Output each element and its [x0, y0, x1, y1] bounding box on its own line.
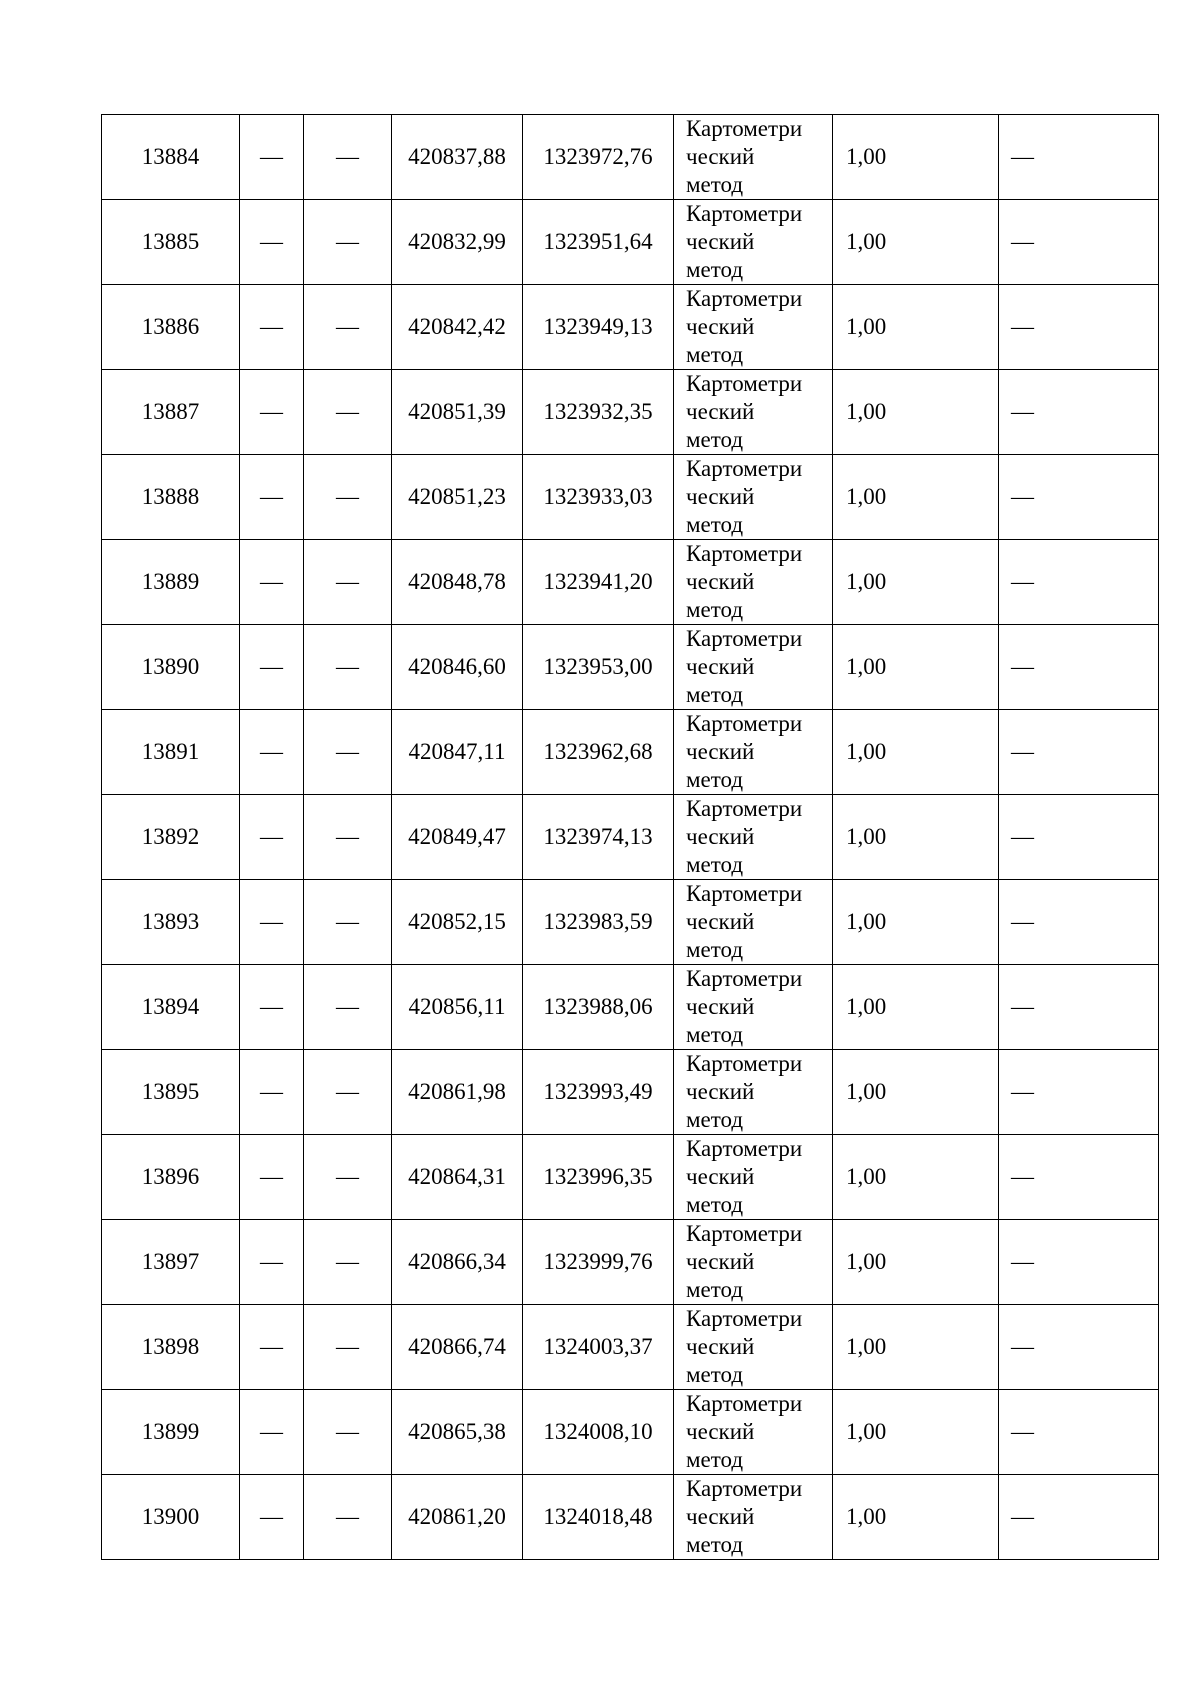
method-line: метод: [686, 937, 744, 962]
method-line: ческий: [686, 1164, 755, 1189]
method-line: метод: [686, 597, 744, 622]
dash-cell: —: [999, 1305, 1159, 1390]
x-coordinate-cell: 420837,88: [392, 115, 523, 200]
dash-cell: —: [304, 965, 392, 1050]
point-number-cell: 13884: [102, 115, 240, 200]
x-coordinate-cell: 420848,78: [392, 540, 523, 625]
accuracy-cell: 1,00: [833, 200, 999, 285]
table-row: [102, 880, 1159, 965]
table-row: [102, 1135, 1159, 1220]
dash-cell: —: [999, 965, 1159, 1050]
x-coordinate-cell: 420866,74: [392, 1305, 523, 1390]
method-line: метод: [686, 1532, 744, 1557]
method-line: ческий: [686, 144, 755, 169]
method-line: ческий: [686, 909, 755, 934]
y-coordinate-cell: 1324008,10: [523, 1390, 674, 1475]
x-coordinate-cell: 420861,98: [392, 1050, 523, 1135]
method-cell: [674, 285, 833, 370]
method-line: метод: [686, 1107, 744, 1132]
y-coordinate-cell: 1323972,76: [523, 115, 674, 200]
x-coordinate-cell: 420847,11: [392, 710, 523, 795]
method-line: ческий: [686, 654, 755, 679]
method-line: Картометри: [686, 371, 803, 396]
method-line: ческий: [686, 229, 755, 254]
method-line: метод: [686, 1022, 744, 1047]
dash-cell: —: [304, 200, 392, 285]
method-line: ческий: [686, 484, 755, 509]
method-cell: [674, 880, 833, 965]
table-row: [102, 540, 1159, 625]
point-number-cell: 13892: [102, 795, 240, 880]
method-line: Картометри: [686, 1476, 803, 1501]
method-cell: [674, 710, 833, 795]
method-cell: [674, 1305, 833, 1390]
x-coordinate-cell: 420865,38: [392, 1390, 523, 1475]
accuracy-cell: 1,00: [833, 1135, 999, 1220]
method-line: метод: [686, 767, 744, 792]
y-coordinate-cell: 1324003,37: [523, 1305, 674, 1390]
dash-cell: —: [304, 370, 392, 455]
method-cell: [674, 370, 833, 455]
table-row: [102, 115, 1159, 200]
point-number-cell: 13886: [102, 285, 240, 370]
point-number-cell: 13893: [102, 880, 240, 965]
dash-cell: —: [304, 285, 392, 370]
accuracy-cell: 1,00: [833, 1220, 999, 1305]
y-coordinate-cell: 1323951,64: [523, 200, 674, 285]
method-line: Картометри: [686, 1221, 803, 1246]
dash-cell: —: [240, 1135, 304, 1220]
dash-cell: —: [240, 285, 304, 370]
method-line: Картометри: [686, 881, 803, 906]
method-line: метод: [686, 1277, 744, 1302]
dash-cell: —: [304, 795, 392, 880]
x-coordinate-cell: 420861,20: [392, 1475, 523, 1560]
method-line: ческий: [686, 1079, 755, 1104]
method-line: ческий: [686, 1504, 755, 1529]
point-number-cell: 13887: [102, 370, 240, 455]
dash-cell: —: [240, 200, 304, 285]
dash-cell: —: [999, 370, 1159, 455]
method-line: метод: [686, 342, 744, 367]
dash-cell: —: [304, 1475, 392, 1560]
accuracy-cell: 1,00: [833, 455, 999, 540]
table-row: [102, 200, 1159, 285]
method-line: ческий: [686, 994, 755, 1019]
method-cell: [674, 115, 833, 200]
dash-cell: —: [999, 795, 1159, 880]
method-line: ческий: [686, 399, 755, 424]
table-row: [102, 625, 1159, 710]
method-cell: [674, 540, 833, 625]
dash-cell: —: [304, 1305, 392, 1390]
method-line: Картометри: [686, 541, 803, 566]
dash-cell: —: [999, 1220, 1159, 1305]
dash-cell: —: [999, 1475, 1159, 1560]
dash-cell: —: [999, 1135, 1159, 1220]
method-line: ческий: [686, 1334, 755, 1359]
method-line: Картометри: [686, 1136, 803, 1161]
table-row: [102, 370, 1159, 455]
accuracy-cell: 1,00: [833, 710, 999, 795]
dash-cell: —: [999, 710, 1159, 795]
dash-cell: —: [304, 1220, 392, 1305]
dash-cell: —: [304, 1050, 392, 1135]
method-line: ческий: [686, 739, 755, 764]
table-row: [102, 1305, 1159, 1390]
x-coordinate-cell: 420866,34: [392, 1220, 523, 1305]
point-number-cell: 13896: [102, 1135, 240, 1220]
method-line: Картометри: [686, 626, 803, 651]
method-line: ческий: [686, 314, 755, 339]
dash-cell: —: [999, 455, 1159, 540]
table-row: [102, 1220, 1159, 1305]
method-cell: [674, 965, 833, 1050]
table-row: [102, 455, 1159, 540]
method-line: Картометри: [686, 1306, 803, 1331]
point-number-cell: 13885: [102, 200, 240, 285]
method-cell: [674, 625, 833, 710]
method-cell: [674, 1220, 833, 1305]
method-line: ческий: [686, 569, 755, 594]
method-line: Картометри: [686, 966, 803, 991]
accuracy-cell: 1,00: [833, 880, 999, 965]
table-row: [102, 285, 1159, 370]
dash-cell: —: [240, 370, 304, 455]
y-coordinate-cell: 1323933,03: [523, 455, 674, 540]
accuracy-cell: 1,00: [833, 370, 999, 455]
method-line: Картометри: [686, 116, 803, 141]
accuracy-cell: 1,00: [833, 1390, 999, 1475]
y-coordinate-cell: 1323949,13: [523, 285, 674, 370]
method-line: метод: [686, 1192, 744, 1217]
x-coordinate-cell: 420851,23: [392, 455, 523, 540]
x-coordinate-cell: 420832,99: [392, 200, 523, 285]
accuracy-cell: 1,00: [833, 795, 999, 880]
table-row: [102, 1475, 1159, 1560]
dash-cell: —: [304, 625, 392, 710]
method-cell: [674, 795, 833, 880]
dash-cell: —: [304, 455, 392, 540]
dash-cell: —: [999, 285, 1159, 370]
dash-cell: —: [999, 625, 1159, 710]
method-line: Картометри: [686, 201, 803, 226]
method-line: метод: [686, 257, 744, 282]
table-row: [102, 1050, 1159, 1135]
dash-cell: —: [304, 540, 392, 625]
dash-cell: —: [999, 200, 1159, 285]
dash-cell: —: [240, 540, 304, 625]
dash-cell: —: [999, 115, 1159, 200]
point-number-cell: 13897: [102, 1220, 240, 1305]
accuracy-cell: 1,00: [833, 1050, 999, 1135]
point-number-cell: 13891: [102, 710, 240, 795]
dash-cell: —: [304, 880, 392, 965]
point-number-cell: 13900: [102, 1475, 240, 1560]
x-coordinate-cell: 420864,31: [392, 1135, 523, 1220]
accuracy-cell: 1,00: [833, 965, 999, 1050]
dash-cell: —: [240, 1305, 304, 1390]
y-coordinate-cell: 1323988,06: [523, 965, 674, 1050]
dash-cell: —: [240, 1050, 304, 1135]
accuracy-cell: 1,00: [833, 1305, 999, 1390]
dash-cell: —: [304, 710, 392, 795]
dash-cell: —: [304, 1390, 392, 1475]
x-coordinate-cell: 420851,39: [392, 370, 523, 455]
y-coordinate-cell: 1323962,68: [523, 710, 674, 795]
dash-cell: —: [999, 880, 1159, 965]
accuracy-cell: 1,00: [833, 285, 999, 370]
dash-cell: —: [240, 1475, 304, 1560]
coordinates-table: [101, 114, 1159, 1560]
dash-cell: —: [999, 1050, 1159, 1135]
point-number-cell: 13890: [102, 625, 240, 710]
method-line: метод: [686, 427, 744, 452]
y-coordinate-cell: 1323999,76: [523, 1220, 674, 1305]
y-coordinate-cell: 1323974,13: [523, 795, 674, 880]
method-line: ческий: [686, 824, 755, 849]
method-cell: [674, 1135, 833, 1220]
x-coordinate-cell: 420852,15: [392, 880, 523, 965]
method-line: ческий: [686, 1249, 755, 1274]
y-coordinate-cell: 1323996,35: [523, 1135, 674, 1220]
point-number-cell: 13894: [102, 965, 240, 1050]
method-cell: [674, 1475, 833, 1560]
point-number-cell: 13888: [102, 455, 240, 540]
method-line: Картометри: [686, 1391, 803, 1416]
y-coordinate-cell: 1323941,20: [523, 540, 674, 625]
y-coordinate-cell: 1324018,48: [523, 1475, 674, 1560]
table-row: [102, 965, 1159, 1050]
x-coordinate-cell: 420849,47: [392, 795, 523, 880]
y-coordinate-cell: 1323932,35: [523, 370, 674, 455]
method-line: ческий: [686, 1419, 755, 1444]
accuracy-cell: 1,00: [833, 1475, 999, 1560]
method-line: метод: [686, 512, 744, 537]
method-line: метод: [686, 172, 744, 197]
dash-cell: —: [999, 540, 1159, 625]
dash-cell: —: [240, 455, 304, 540]
y-coordinate-cell: 1323953,00: [523, 625, 674, 710]
x-coordinate-cell: 420846,60: [392, 625, 523, 710]
method-line: Картометри: [686, 711, 803, 736]
method-line: Картометри: [686, 796, 803, 821]
table-row: [102, 710, 1159, 795]
method-line: метод: [686, 1362, 744, 1387]
x-coordinate-cell: 420842,42: [392, 285, 523, 370]
y-coordinate-cell: 1323993,49: [523, 1050, 674, 1135]
method-line: Картометри: [686, 456, 803, 481]
table-row: [102, 1390, 1159, 1475]
dash-cell: —: [999, 1390, 1159, 1475]
accuracy-cell: 1,00: [833, 625, 999, 710]
table-row: [102, 795, 1159, 880]
dash-cell: —: [240, 1390, 304, 1475]
dash-cell: —: [240, 115, 304, 200]
method-line: Картометри: [686, 1051, 803, 1076]
point-number-cell: 13899: [102, 1390, 240, 1475]
method-cell: [674, 1390, 833, 1475]
dash-cell: —: [304, 115, 392, 200]
point-number-cell: 13895: [102, 1050, 240, 1135]
point-number-cell: 13898: [102, 1305, 240, 1390]
dash-cell: —: [240, 880, 304, 965]
method-cell: [674, 200, 833, 285]
table-body: [102, 115, 1159, 1560]
y-coordinate-cell: 1323983,59: [523, 880, 674, 965]
method-line: метод: [686, 1447, 744, 1472]
accuracy-cell: 1,00: [833, 115, 999, 200]
dash-cell: —: [240, 625, 304, 710]
dash-cell: —: [240, 795, 304, 880]
method-line: Картометри: [686, 286, 803, 311]
method-cell: [674, 455, 833, 540]
accuracy-cell: 1,00: [833, 540, 999, 625]
point-number-cell: 13889: [102, 540, 240, 625]
dash-cell: —: [304, 1135, 392, 1220]
dash-cell: —: [240, 965, 304, 1050]
dash-cell: —: [240, 1220, 304, 1305]
x-coordinate-cell: 420856,11: [392, 965, 523, 1050]
method-line: метод: [686, 682, 744, 707]
method-line: метод: [686, 852, 744, 877]
method-cell: [674, 1050, 833, 1135]
dash-cell: —: [240, 710, 304, 795]
